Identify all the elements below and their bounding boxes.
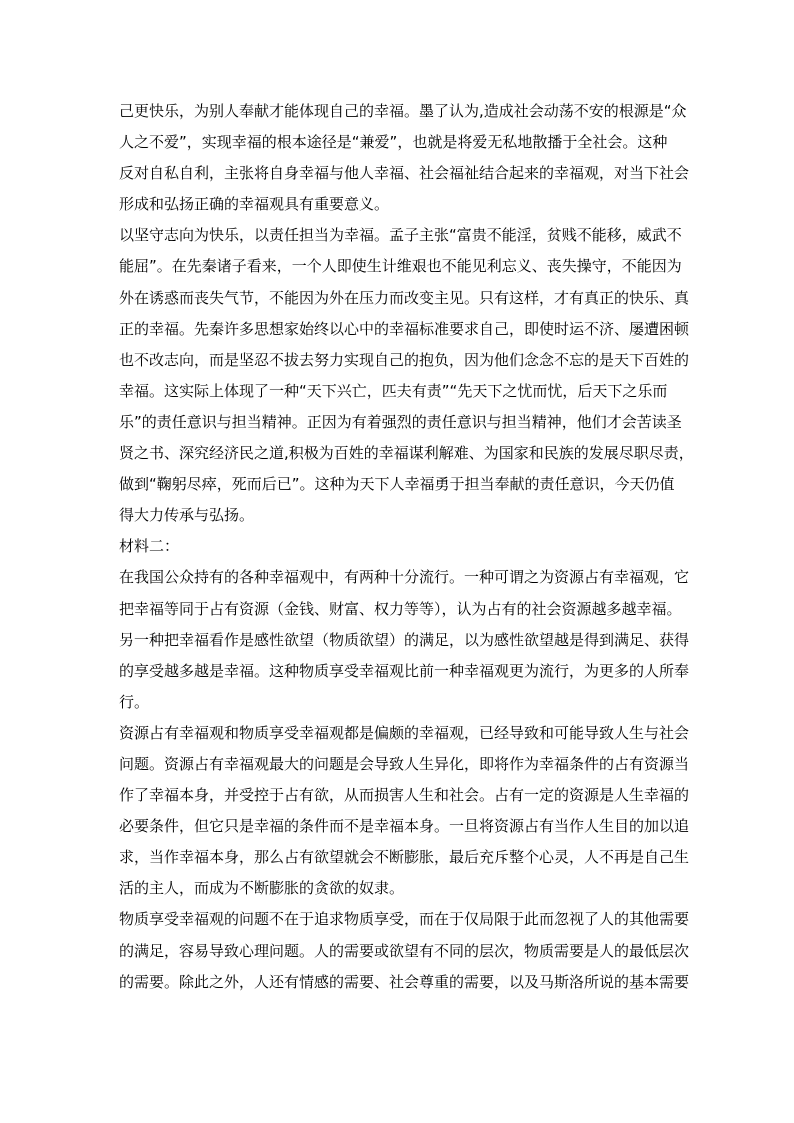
- text-line: 另一种把幸福看作是感性欲望（物质欲望）的满足，以为感性欲望越是得到满足、获得: [119, 630, 690, 649]
- text-line: 反对自私自利，主张将自身幸福与他人幸福、社会福祉结合起来的幸福观，对当下社会: [119, 164, 690, 183]
- text-line: 问题。资源占有幸福观最大的问题是会导致人生异化，即将作为幸福条件的占有资源当: [119, 754, 690, 773]
- text-line: 得大力传承与弘扬。: [119, 506, 255, 525]
- text-line: 的享受越多越是幸福。这种物质享受幸福观比前一种幸福观更为流行，为更多的人所奉: [119, 661, 690, 680]
- text-line: 乐”的责任意识与担当精神。正因为有着强烈的责任意识与担当精神，他们才会苦读圣: [119, 412, 682, 431]
- text-line: 的满足，容易导致心理问题。人的需要或欲望有不同的层次，物质需要是人的最低层次: [119, 941, 690, 960]
- text-line: 行。: [119, 692, 150, 711]
- text-line: 也不改志向，而是坚忍不拔去努力实现自己的抱负，因为他们念念不忘的是天下百姓的: [119, 350, 690, 369]
- text-line: 以坚守志向为快乐，以责任担当为幸福。孟子主张“富贵不能淫，贫贱不能移，威武不: [119, 226, 682, 245]
- text-line: 在我国公众持有的各种幸福观中，有两种十分流行。一种可谓之为资源占有幸福观，它: [119, 568, 690, 587]
- body-text: [119, 96, 694, 998]
- text-line: 能屈”。在先秦诸子看来，一个人即使生计维艰也不能见利忘义、丧失操守，不能因为: [119, 257, 682, 276]
- text-line: 的需要。除此之外，人还有情感的需要、社会尊重的需要，以及马斯洛所说的基本需要: [119, 972, 690, 991]
- text-line: 幸福。这实际上体现了一种“天下兴亡，匹夫有责”“先天下之忧而忧，后天下之乐而: [119, 381, 668, 400]
- text-line: 物质享受幸福观的问题不在于追求物质享受，而在于仅局限于此而忽视了人的其他需要: [119, 910, 690, 929]
- text-line: 资源占有幸福观和物质享受幸福观都是偏颇的幸福观，已经导致和可能导致人生与社会: [119, 723, 690, 742]
- text-line: 外在诱惑而丧失气节，不能因为外在压力而改变主见。只有这样，才有真正的快乐、真: [119, 288, 690, 307]
- text-line: 把幸福等同于占有资源（金钱、财富、权力等等），认为占有的社会资源越多越幸福。: [119, 599, 682, 618]
- text-line: 己更快乐，为别人奉献才能体现自己的幸福。墨了认为,造成社会动荡不安的根源是“众: [119, 102, 687, 120]
- text-line: 做到“鞠躬尽瘁，死而后已”。这种为天下人幸福勇于担当奉献的责任意识，今天仍值: [119, 475, 675, 494]
- text-line: 必要条件，但它只是幸福的条件而不是幸福本身。一旦将资源占有当作人生目的加以追: [119, 817, 690, 836]
- text-line: 材料二：: [119, 537, 180, 556]
- text-line: 活的主人，而成为不断膨胀的贪欲的奴隶。: [119, 879, 405, 898]
- text-line: 形成和弘扬正确的幸福观具有重要意义。: [119, 195, 390, 214]
- text-line: 贤之书、深究经济民之道,积极为百姓的幸福谋利解难、为国家和民族的发展尽职尽责，: [119, 444, 694, 463]
- text-line: 作了幸福本身，并受控于占有欲，从而损害人生和社会。占有一定的资源是人生幸福的: [119, 786, 690, 805]
- text-line: 求，当作幸福本身，那么占有欲望就会不断膨胀，最后充斥整个心灵，人不再是自己生: [119, 848, 690, 867]
- text-line: 正的幸福。先秦许多思想家始终以心中的幸福标准要求自己，即使时运不济、屡遭困顿: [119, 319, 690, 338]
- text-line: 人之不爱”，实现幸福的根本途径是“兼爱”，也就是将爱无私地散播于全社会。这种: [119, 133, 668, 152]
